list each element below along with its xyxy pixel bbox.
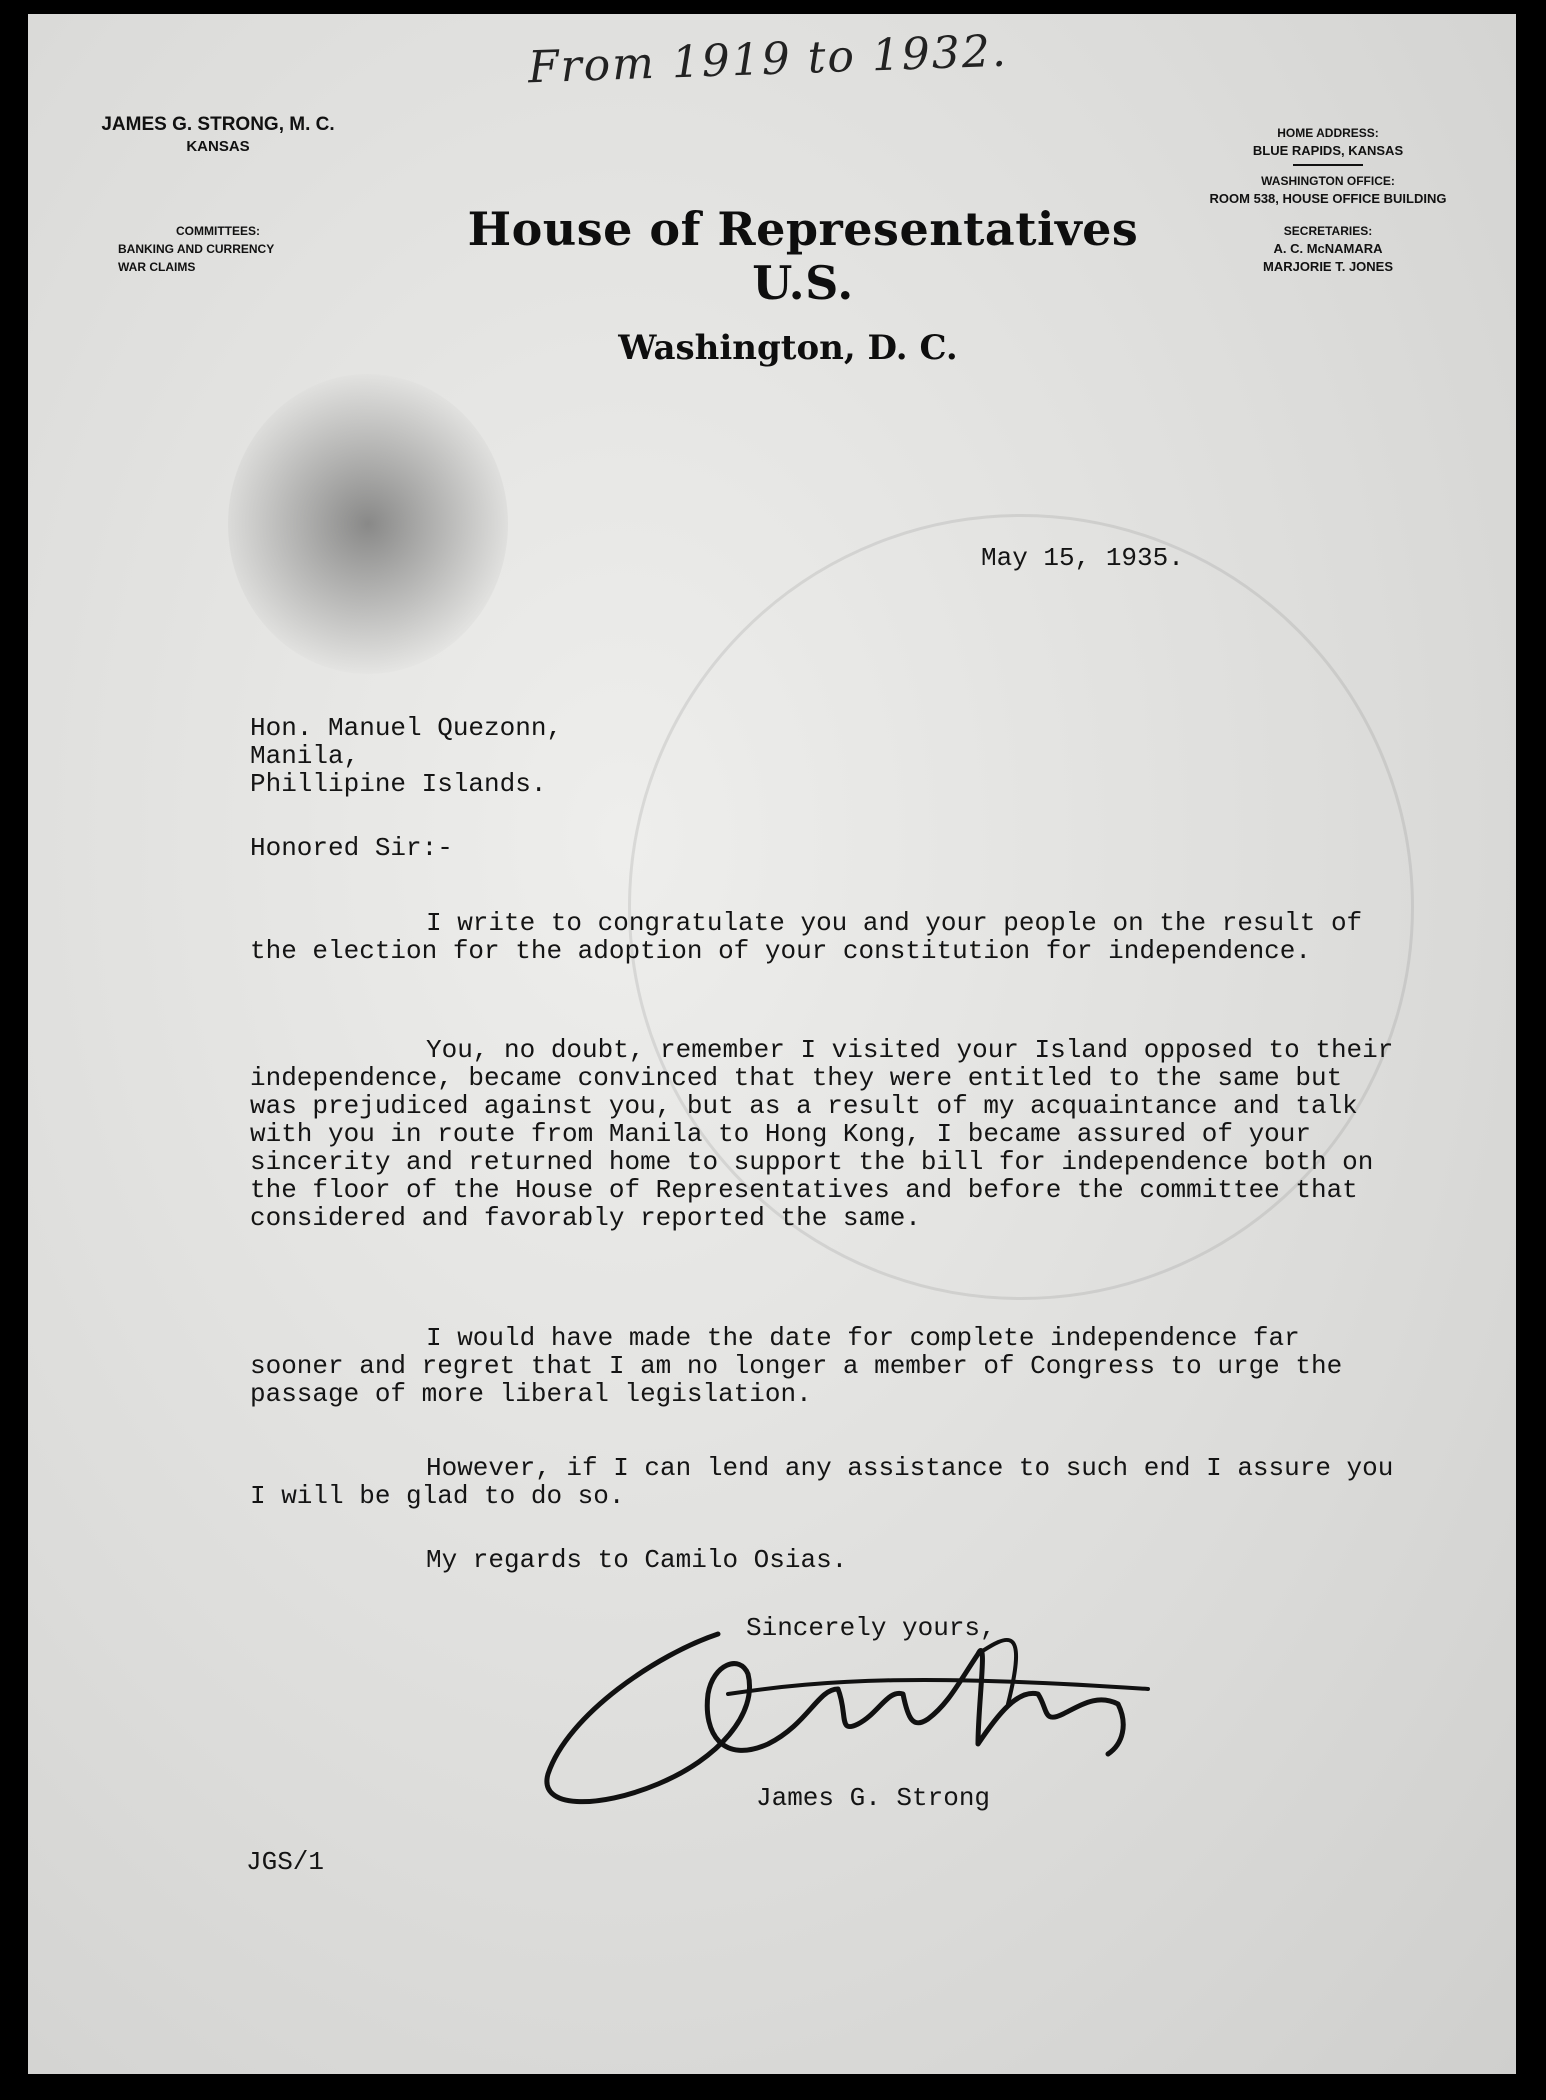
body-paragraph: I write to congratulate you and your people on the result of the election for the adoption of your constitution for independence. [250, 908, 1363, 966]
secretary-name: A. C. McNAMARA [1273, 241, 1383, 256]
congressman-name: JAMES G. STRONG, M. C. [101, 114, 335, 135]
letter-page [28, 14, 1516, 2074]
home-address-label: HOME ADDRESS: [1277, 126, 1379, 140]
ink-stain [228, 374, 508, 674]
recipient-line: Phillipine Islands. [250, 769, 547, 799]
home-address-value: BLUE RAPIDS, KANSAS [1252, 143, 1404, 158]
office-value: ROOM 538, HOUSE OFFICE BUILDING [1209, 191, 1447, 206]
recipient-line: Hon. Manuel Quezonn, [250, 713, 563, 743]
house-title: House of Representatives U.S. [467, 202, 1139, 310]
letterhead-title-block [448, 202, 1158, 368]
body-paragraph: My regards to Camilo Osias. [426, 1545, 848, 1575]
divider [1293, 164, 1363, 166]
body-paragraph: You, no doubt, remember I visited your Island opposed to their independence, became convinced that they were entitled to the same but was prejudiced against you, but as a result of my acquaintance and talk with you in route from Manila to Hong Kong, I became assured of your sincerity and returned home to support the bill for independence both on the floor of the House of Representatives and before the committee that considered and favorably reported the same. [250, 1035, 1394, 1233]
closing: Sincerely yours, [746, 1613, 996, 1643]
committees-block [118, 224, 318, 274]
recipient-address [250, 714, 1400, 798]
handwritten-note: From 1919 to 1932. [527, 25, 1009, 94]
signer-name: James G. Strong [756, 1783, 991, 1813]
committee-item: WAR CLAIMS [118, 260, 196, 274]
body-paragraph: I would have made the date for complete independence far sooner and regret that I am no longer a member of Congress to urge the passage of more liberal legislation. [250, 1323, 1343, 1409]
reference-initials: JGS/1 [246, 1847, 325, 1877]
congressman-state: KANSAS [186, 138, 250, 155]
committees-label: COMMITTEES: [176, 224, 260, 238]
letterhead-name-block [78, 114, 358, 155]
office-label: WASHINGTON OFFICE: [1261, 174, 1395, 188]
body-paragraph: However, if I can lend any assistance to such end I assure you I will be glad to do so. [250, 1453, 1394, 1511]
letter-date: May 15, 1935. [981, 543, 1184, 573]
secretaries-label: SECRETARIES: [1283, 224, 1373, 238]
salutation: Honored Sir:- [250, 833, 453, 863]
secretary-name: MARJORIE T. JONES [1262, 259, 1394, 274]
city-line: Washington, D. C. [618, 328, 958, 368]
committee-item: BANKING AND CURRENCY [118, 242, 275, 256]
letterhead-address-block [1158, 126, 1498, 274]
recipient-line: Manila, [250, 741, 360, 771]
